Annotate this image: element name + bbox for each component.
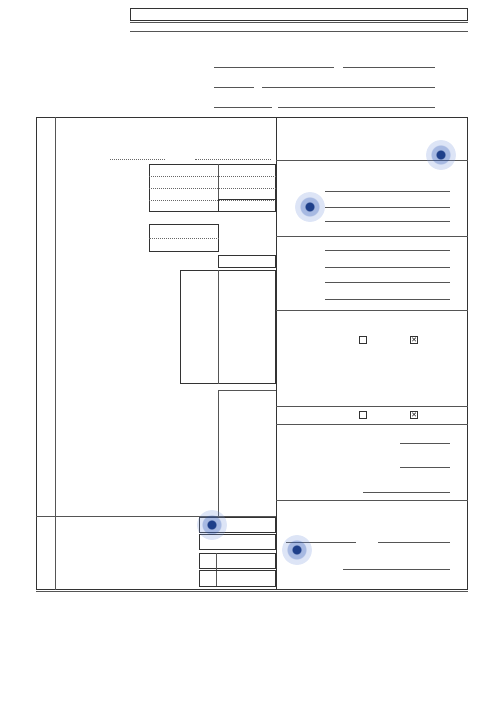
b10-box [218,255,276,268]
j-oui-checkbox[interactable] [359,336,367,344]
id-digits [249,9,467,20]
f-box [199,553,276,569]
deduction-codes-box [180,270,276,384]
highlight-marker [426,140,456,170]
highlight-marker [197,510,227,540]
highlight-marker [295,192,325,222]
k-oui-checkbox[interactable] [359,411,367,419]
highlight-marker [282,535,312,565]
subtotal-box [218,199,276,212]
k-non-checkbox[interactable]: ✕ [411,412,417,419]
g-box [199,570,276,587]
j-non-checkbox[interactable]: ✕ [411,337,417,344]
id-box [130,8,468,21]
